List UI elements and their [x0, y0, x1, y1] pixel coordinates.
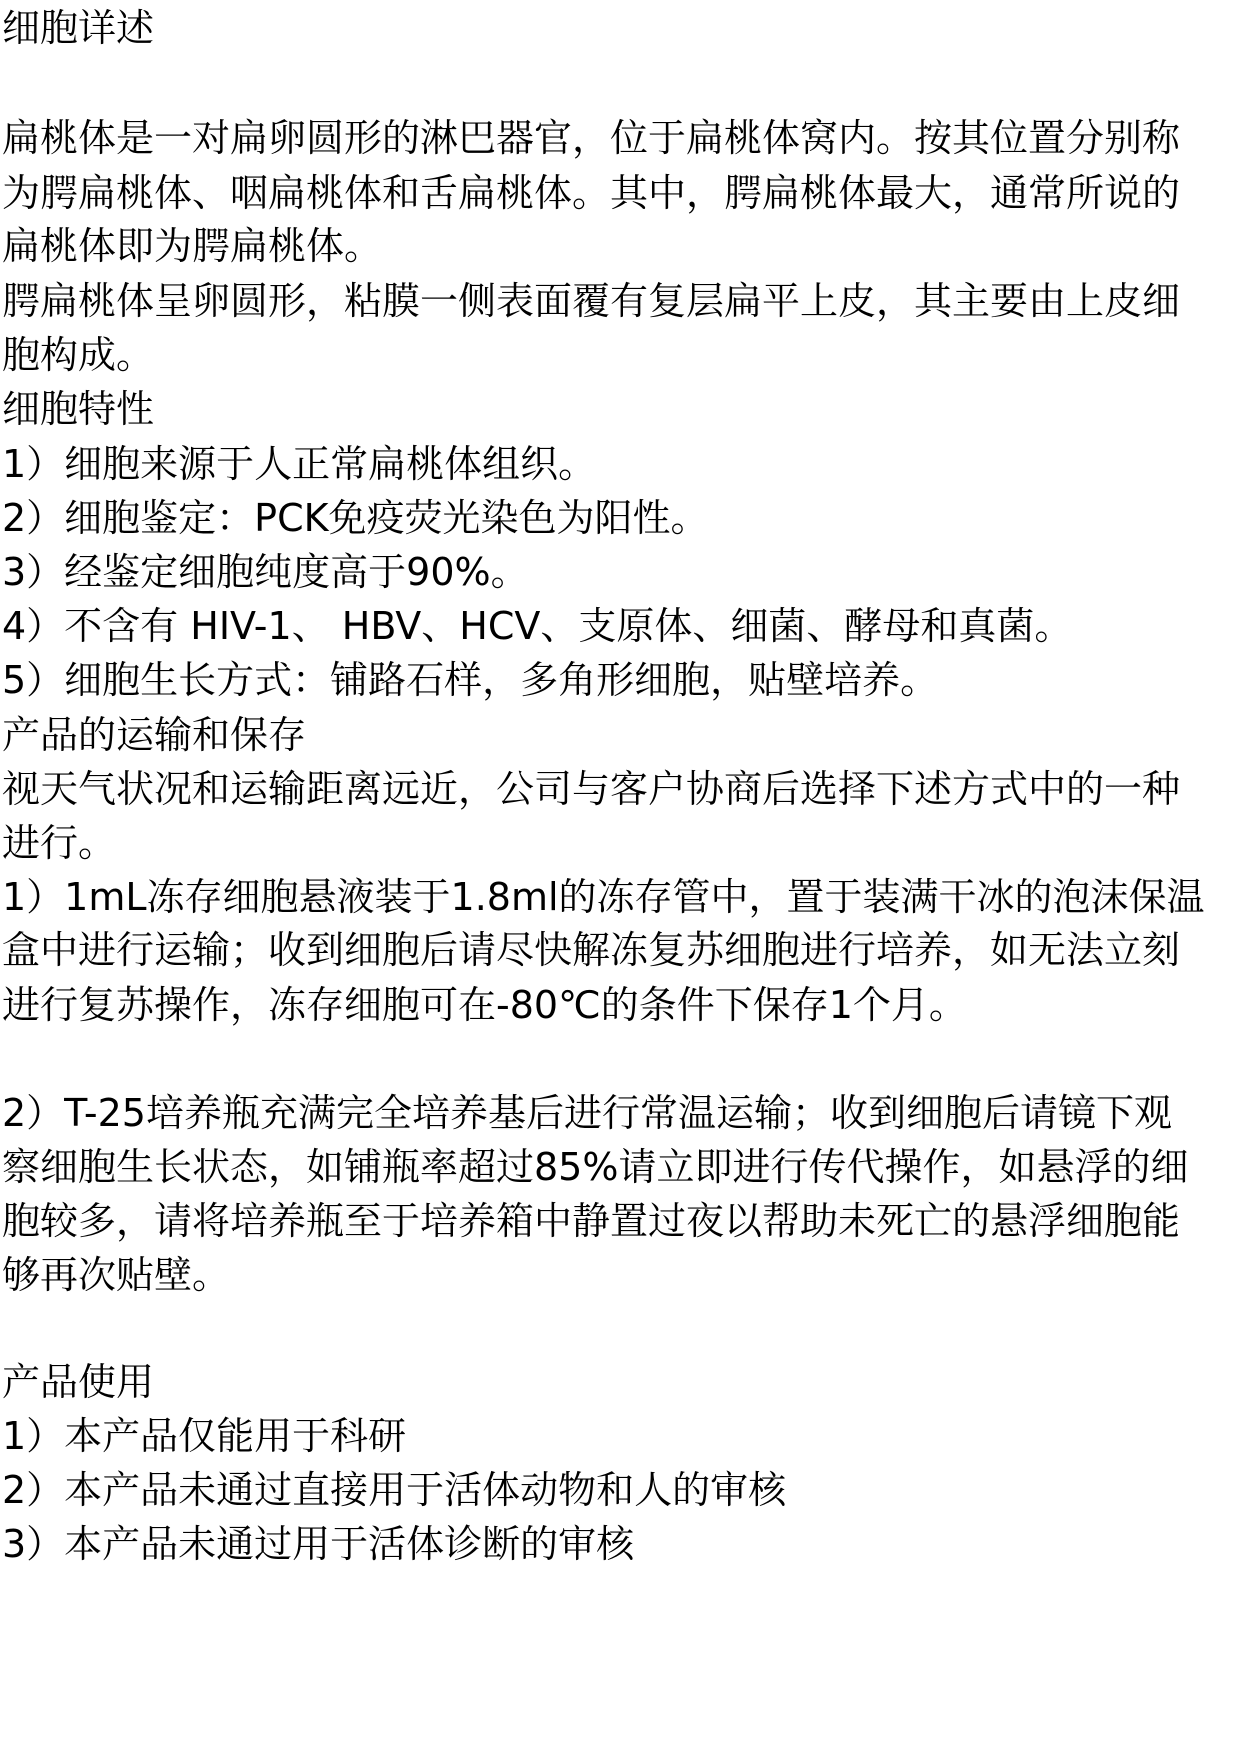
list-item: 1）细胞来源于人正常扁桃体组织。 [2, 442, 597, 486]
paragraph-line: 腭扁桃体呈卵圆形，粘膜一侧表面覆有复层扁平上皮，其主要由上皮细 [2, 279, 1181, 323]
list-item: 2）细胞鉴定：PCK免疫荧光染色为阳性。 [2, 496, 709, 540]
list-item: 3）本产品未通过用于活体诊断的审核 [2, 1522, 635, 1566]
list-item: 4）不含有 HIV-1、 HBV、HCV、支原体、细菌、酵母和真菌。 [2, 604, 1073, 648]
paragraph-line: 胞构成。 [2, 333, 155, 377]
list-item: 3）经鉴定细胞纯度高于90%。 [2, 550, 529, 594]
paragraph-line: 视天气状况和运输距离远近，公司与客户协商后选择下述方式中的一种 [2, 767, 1181, 811]
list-item: 5）细胞生长方式：铺路石样，多角形细胞，贴壁培养。 [2, 658, 939, 702]
list-item: 够再次贴壁。 [2, 1253, 231, 1297]
paragraph-line: 为腭扁桃体、咽扁桃体和舌扁桃体。其中，腭扁桃体最大，通常所说的 [2, 171, 1181, 215]
paragraph-line: 进行。 [2, 821, 117, 865]
heading-cell-characteristics: 细胞特性 [2, 387, 155, 431]
heading-product-use: 产品使用 [2, 1360, 155, 1404]
list-item: 胞较多，请将培养瓶至于培养箱中静置过夜以帮助未死亡的悬浮细胞能 [2, 1199, 1181, 1243]
list-item: 察细胞生长状态，如铺瓶率超过85%请立即进行传代操作，如悬浮的细 [2, 1145, 1189, 1189]
heading-cell-details: 细胞详述 [2, 6, 155, 50]
list-item: 2）本产品未通过直接用于活体动物和人的审核 [2, 1468, 787, 1512]
list-item: 1）1mL冻存细胞悬液装于1.8ml的冻存管中，置于装满干冰的泡沫保温 [2, 875, 1205, 919]
list-item: 进行复苏操作，冻存细胞可在-80℃的条件下保存1个月。 [2, 983, 967, 1027]
list-item: 2）T-25培养瓶充满完全培养基后进行常温运输；收到细胞后请镜下观 [2, 1091, 1172, 1135]
paragraph-line: 扁桃体是一对扁卵圆形的淋巴器官，位于扁桃体窝内。按其位置分别称 [2, 116, 1181, 160]
heading-shipping-storage: 产品的运输和保存 [2, 713, 307, 757]
list-item: 1）本产品仅能用于科研 [2, 1414, 407, 1458]
paragraph-line: 扁桃体即为腭扁桃体。 [2, 224, 383, 268]
list-item: 盒中进行运输；收到细胞后请尽快解冻复苏细胞进行培养，如无法立刻 [2, 928, 1181, 972]
